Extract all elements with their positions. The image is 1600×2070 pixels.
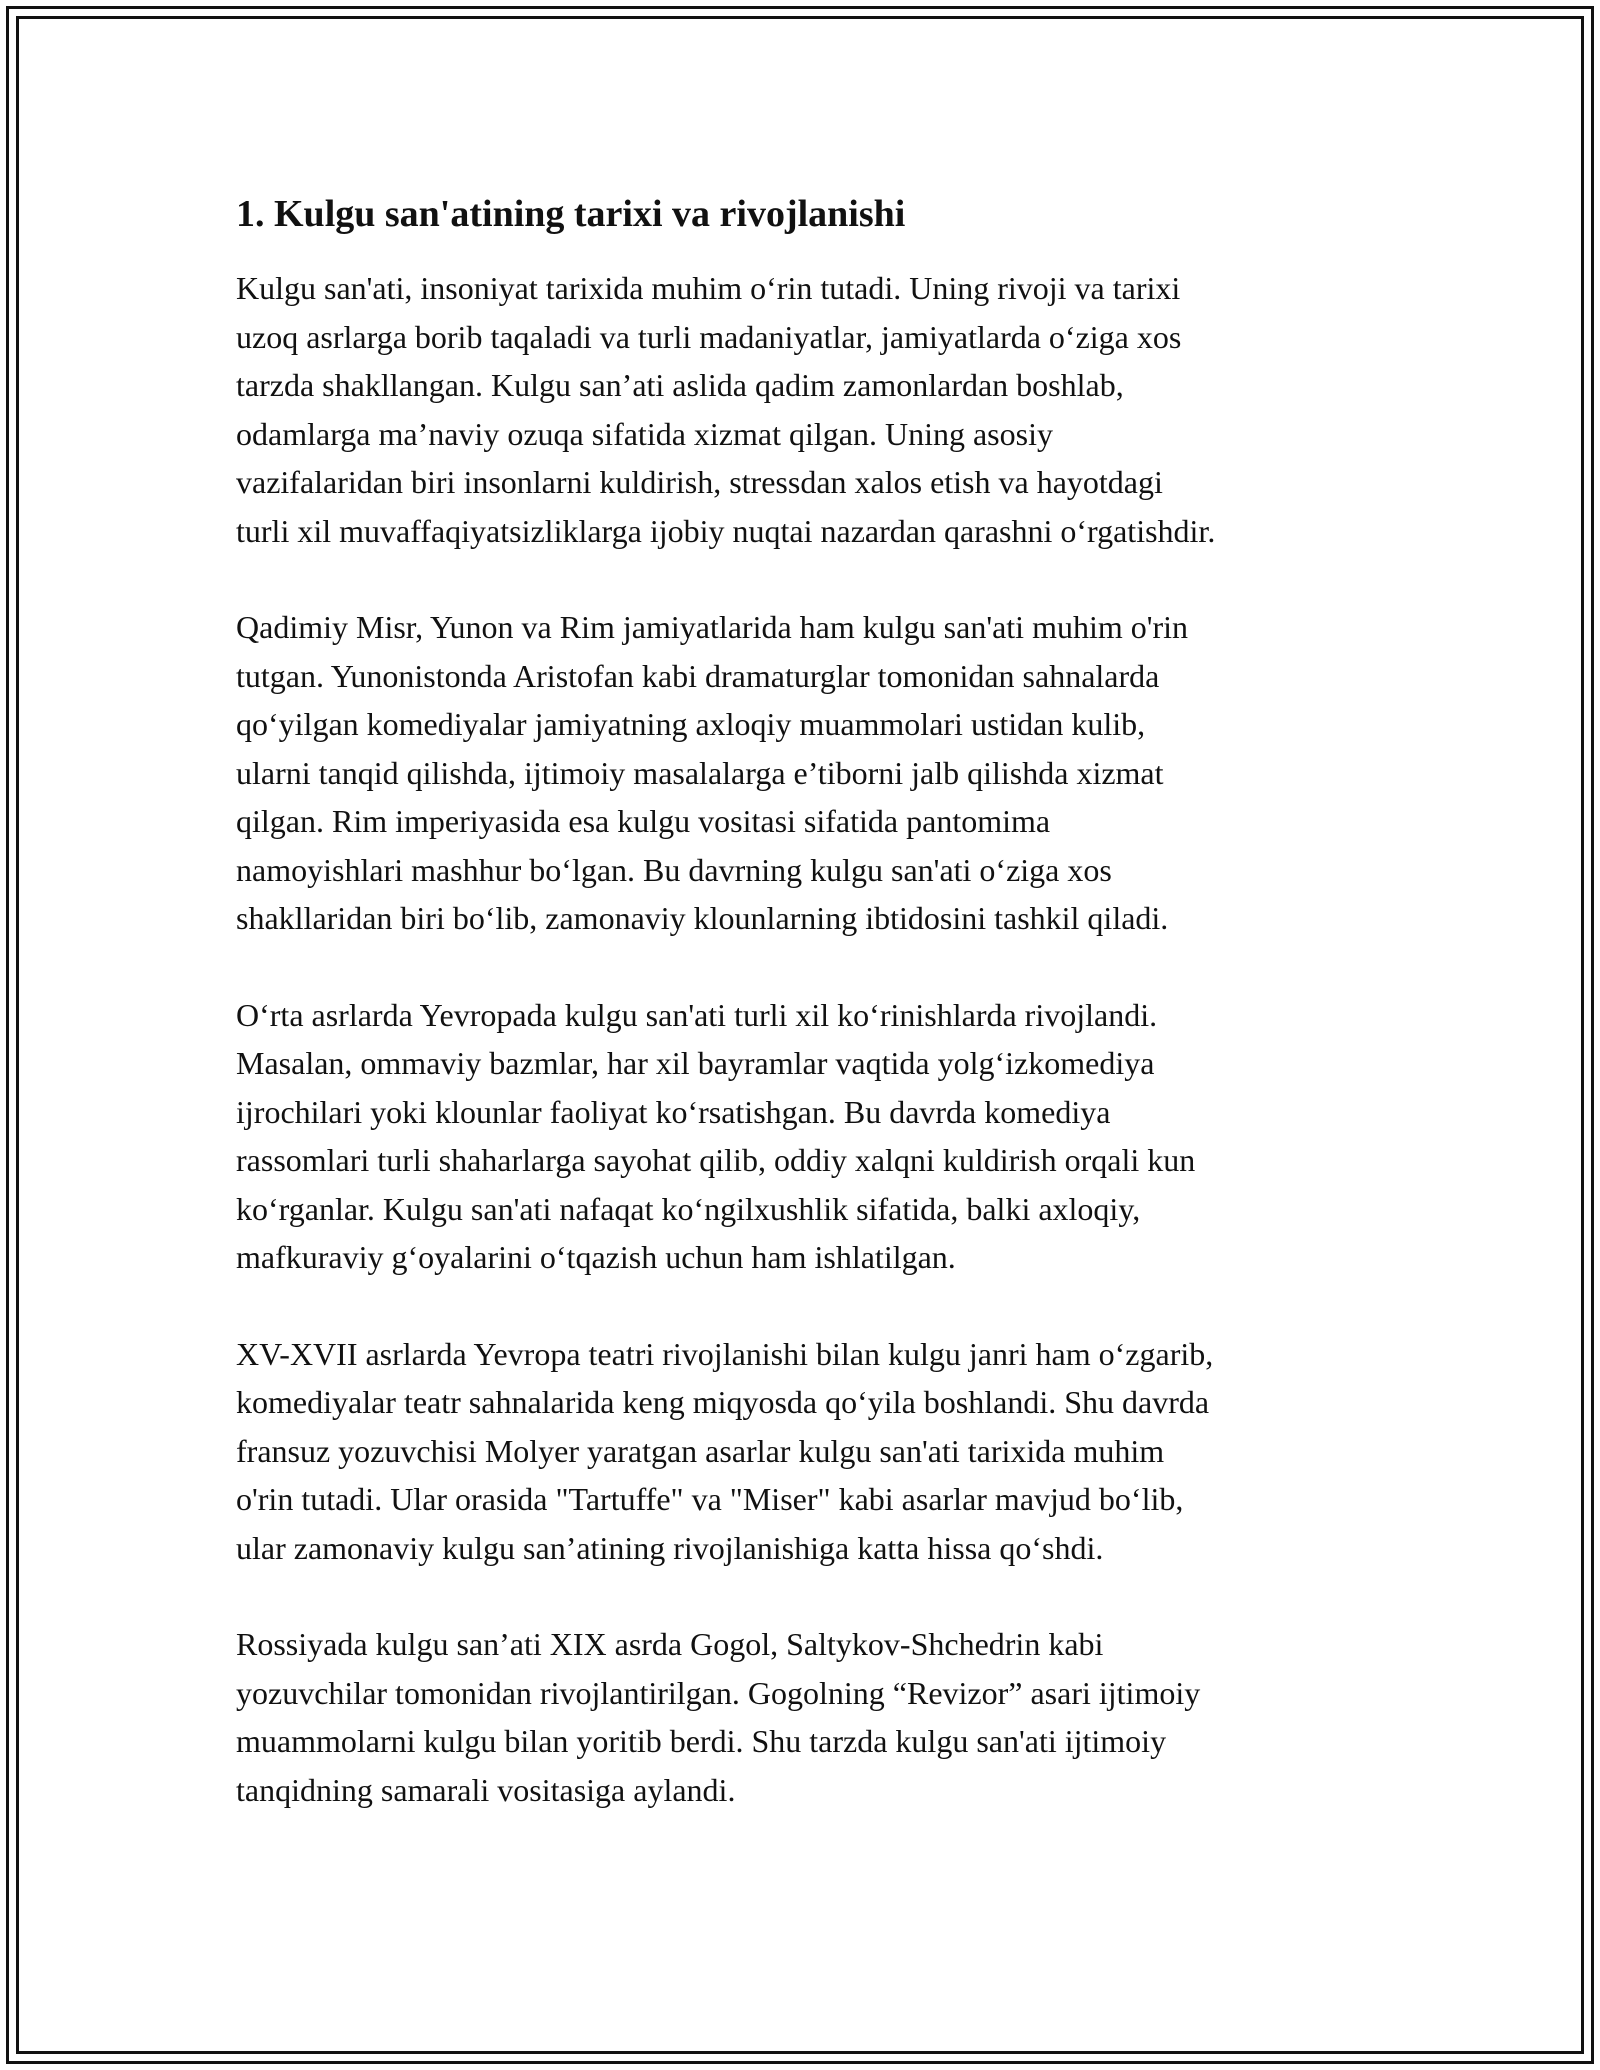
paragraph-3: O‘rta asrlarda Yevropada kulgu san'ati turli xil ko‘rinishlarda rivojlandi. Masalan, ommaviy bazmlar, har xil bayramlar vaqtida yolg‘izkomediya ijrochilari yoki klounlar faoliyat ko‘rsatishgan. Bu davrda komediya rassomlari turli shaharlarga sayohat qilib, oddiy xalqni kuldirish orqali kun ko‘rganlar. Kulgu san'ati nafaqat ko‘ngilxushlik sifatida, balki axloqiy, mafkuraviy g‘oyalarini o‘tqazish uchun ham ishlatilgan.: [236, 996, 1196, 1275]
paragraph-2: Qadimiy Misr, Yunon va Rim jamiyatlarida ham kulgu san'ati muhim o'rin tutgan. Yunonistonda Aristofan kabi dramaturglar tomonidan sahnalarda qo‘yilgan komediyalar jamiyatning axloqiy muammolari ustidan kulib, ularni tanqid qilishda, ijtimoiy masalalarga e’tiborni jalb qilishda xizmat qilgan. Rim imperiyasida esa kulgu vositasi sifatida pantomima namoyishlari mashhur bo‘lgan. Bu davrning kulgu san'ati o‘ziga xos shakllaridan biri bo‘lib, zamonaviy klounlarning ibtidosini tashkil qiladi.: [236, 609, 1189, 936]
document-body: [236, 186, 1406, 1862]
paragraph-5: Rossiyada kulgu san’ati XIX asrda Gogol, Saltykov-Shchedrin kabi yozuvchilar tomonidan rivojlantirilgan. Gogolning “Revizor” asari ijtimoiy muammolarni kulgu bilan yoritib berdi. Shu tarzda kulgu san'ati ijtimoiy tanqidning samarali vositasiga aylandi.: [236, 1626, 1201, 1808]
paragraph-4: XV-XVII asrlarda Yevropa teatri rivojlanishi bilan kulgu janri ham o‘zgarib, komediyalar teatr sahnalarida keng miqyosda qo‘yila boshlandi. Shu davrda fransuz yozuvchisi Molyer yaratgan asarlar kulgu san'ati tarixida muhim o'rin tutadi. Ular orasida "Tartuffe" va "Miser" kabi asarlar mavjud bo‘lib, ular zamonaviy kulgu san’atining rivojlanishiga katta hissa qo‘shdi.: [236, 1335, 1214, 1566]
section-heading: 1. Kulgu san'atining tarixi va rivojlanishi: [236, 193, 906, 235]
paragraph-1: Kulgu san'ati, insoniyat tarixida muhim o‘rin tutadi. Uning rivoji va tarixi uzoq asrlarga borib taqaladi va turli madaniyatlar, jamiyatlarda o‘ziga xos tarzda shakllangan. Kulgu san’ati aslida qadim zamonlardan boshlab, odamlarga ma’naviy ozuqa sifatida xizmat qilgan. Uning asosiy vazifalaridan biri insonlarni kuldirish, stressdan xalos etish va hayotdagi turli xil muvaffaqiyatsizliklarga ijobiy nuqtai nazardan qarashni o‘rgatishdir.: [236, 270, 1216, 549]
